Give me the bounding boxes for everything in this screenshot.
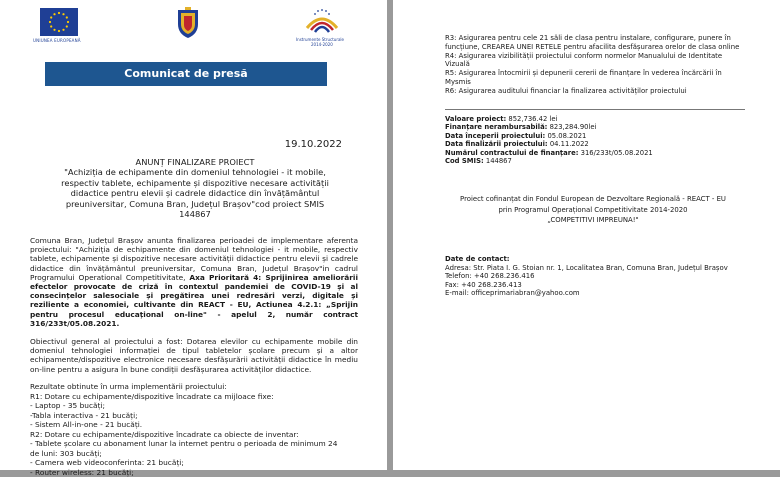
fact-row: [445, 140, 745, 148]
results-continued-list: [445, 34, 745, 96]
press-release-banner: Comunicat de presă: [45, 62, 327, 86]
contact-email[interactable]: E-mail: officeprimariabran@yahoo.com: [445, 289, 745, 298]
contact-heading: Date de contact:: [445, 255, 745, 264]
structural-instruments-logo-icon: [305, 6, 339, 36]
results-list: [30, 382, 360, 477]
list-item: -Tabla interactiva - 21 bucăți;: [30, 411, 360, 421]
title-line: 144867: [32, 209, 358, 219]
list-item: - Router wireless: 21 bucăți;: [30, 468, 360, 477]
list-item: R4: Asigurarea vizibilității proiectului conform normelor Manualului de Identitate Vizuală: [445, 52, 745, 69]
fact-label: Numărul contractului de finanțare:: [445, 149, 578, 157]
title-line: respectiv tablete, echipamente și dispozitive necesare activității: [32, 178, 358, 188]
intro-paragraph: [30, 236, 358, 328]
contact-line: Adresa: Str. Piata I. G. Stoian nr. 1, Localitatea Bran, Comuna Bran, Județul Brașov: [445, 264, 745, 273]
fact-row: [445, 132, 745, 140]
fact-row: [445, 157, 745, 165]
contact-line: Telefon: +40 268.236.416: [445, 272, 745, 281]
structural-years: 2014-2020: [311, 42, 333, 47]
title-line: preuniversitar, Comuna Bran, Județul Brașov"cod proiect SMIS: [32, 199, 358, 209]
intro-axis-text: Axa Prioritară 4: Sprijinirea ameliorării efectelor provocate de criză în contextul pandemiei de COVID-19 și al consecințelor salesociale și pregătirea unei redresări verzi, digitale și reziliente a economiei, cultivante din REACT - EU, Actiunea 4.2.1: „Sprijin pentru procesul educațional on-line" - apelul 2,: [30, 273, 358, 319]
fact-label: Valoare proiect:: [445, 115, 506, 123]
title-line: didactice pentru elevii și cadrele didactice din învățământul: [32, 188, 358, 198]
project-facts: [445, 115, 745, 165]
cofinance-line: prin Programul Operațional Competitivitate 2014-2020: [433, 205, 753, 216]
fact-label: Data începerii proiectului:: [445, 132, 545, 140]
results-heading: Rezultate obtinute în urma implementării proiectului:: [30, 382, 360, 392]
list-item: R2: Dotare cu echipamente/dispozitive încadrate ca obiecte de inventar:: [30, 430, 360, 440]
fact-label: Cod SMIS:: [445, 157, 484, 165]
announcement-title: [32, 157, 358, 219]
fact-value: 316/233t/05.08.2021: [581, 149, 653, 157]
divider: [445, 109, 745, 110]
list-item: - Sistem All-in-one - 21 bucăți.: [30, 420, 360, 430]
fact-row: [445, 123, 745, 131]
list-item: de luni: 303 bucăți;: [30, 449, 360, 459]
fact-value: 852,736.42 lei: [508, 115, 557, 123]
fact-value: 823,284.90lei: [550, 123, 597, 131]
list-item: - Tablete școlare cu abonament lunar la internet pentru o perioada de minimum 24: [30, 439, 360, 449]
fact-value: 144867: [486, 157, 512, 165]
release-date: 19.10.2022: [285, 139, 342, 150]
fact-label: Data finalizării proiectului:: [445, 140, 548, 148]
list-item: R1: Dotare cu echipamente/dispozitive încadrate ca mijloace fixe:: [30, 392, 360, 402]
fact-label: Finanțare nerambursabilă:: [445, 123, 547, 131]
intro-contract-text: număr contract 316/233t/05.08.2021.: [30, 310, 358, 328]
fact-value: 04.11.2022: [550, 140, 589, 148]
title-heading: ANUNȚ FINALIZARE PROIECT: [32, 157, 358, 167]
eu-caption: UNIUNEA EUROPEANĂ: [33, 38, 81, 43]
cofinancing-note: [433, 194, 753, 226]
cofinance-line: Proiect cofinanțat din Fondul European de Dezvoltare Regională - REACT - EU: [433, 194, 753, 205]
objective-paragraph: Obiectivul general al proiectului a fost: Dotarea elevilor cu echipamente mobile din domeniul tehnologiei informației de tipul tabletelor școlare precum și a altor echipamente/dispozitive electronice necesare desfășurării activității didactice în mediu on-line pentru a asigura în bune condiții desfășurarea activităților didactice.: [30, 337, 358, 374]
fact-row: [445, 149, 745, 157]
contact-block: [445, 255, 745, 298]
list-item: - Laptop - 35 bucăți;: [30, 401, 360, 411]
contact-line: Fax: +40 268.236.413: [445, 281, 745, 290]
structural-caption: Instrumente Structurale: [296, 37, 344, 42]
title-line: "Achiziția de echipamente din domeniul tehnologiei - it mobile,: [32, 167, 358, 177]
government-crest-icon: [175, 6, 201, 40]
fact-value: 05.08.2021: [547, 132, 586, 140]
eu-flag-icon: [40, 8, 78, 36]
document-page-right: [393, 0, 780, 470]
intro-text: Comuna Bran, Județul Brașov anunta finalizarea perioadei de implementare aferenta proiectului: "Achiziția de echipamente din domeniul tehnologiei - it mobile, respectiv tablete, echipamente și dispozitive necesare activității didactice pentru elevii și cadrele didactice din învățământul preuniversitar, Comuna Bran, Județul Brașov"in cadrul Programului Operational Competitivitate,: [30, 236, 358, 282]
list-item: R3: Asigurarea pentru cele 21 săli de clasa pentru instalare, configurare, punere în funcțiune, CREAREA UNEI RETELE pentru afacilita desfășurarea orelor de clasa online: [445, 34, 745, 51]
document-page-left: [0, 0, 387, 470]
fact-row: [445, 115, 745, 123]
cofinance-line: „COMPETITIVI IMPREUNA!": [433, 215, 753, 226]
list-item: R6: Asigurarea auditului financiar la finalizarea activităților proiectului: [445, 87, 745, 96]
list-item: - Camera web videoconferinta: 21 bucăți;: [30, 458, 360, 468]
list-item: R5: Asigurarea întocmirii și depunerii cererii de finanțare în vederea încărcării în Mysmis: [445, 69, 745, 86]
